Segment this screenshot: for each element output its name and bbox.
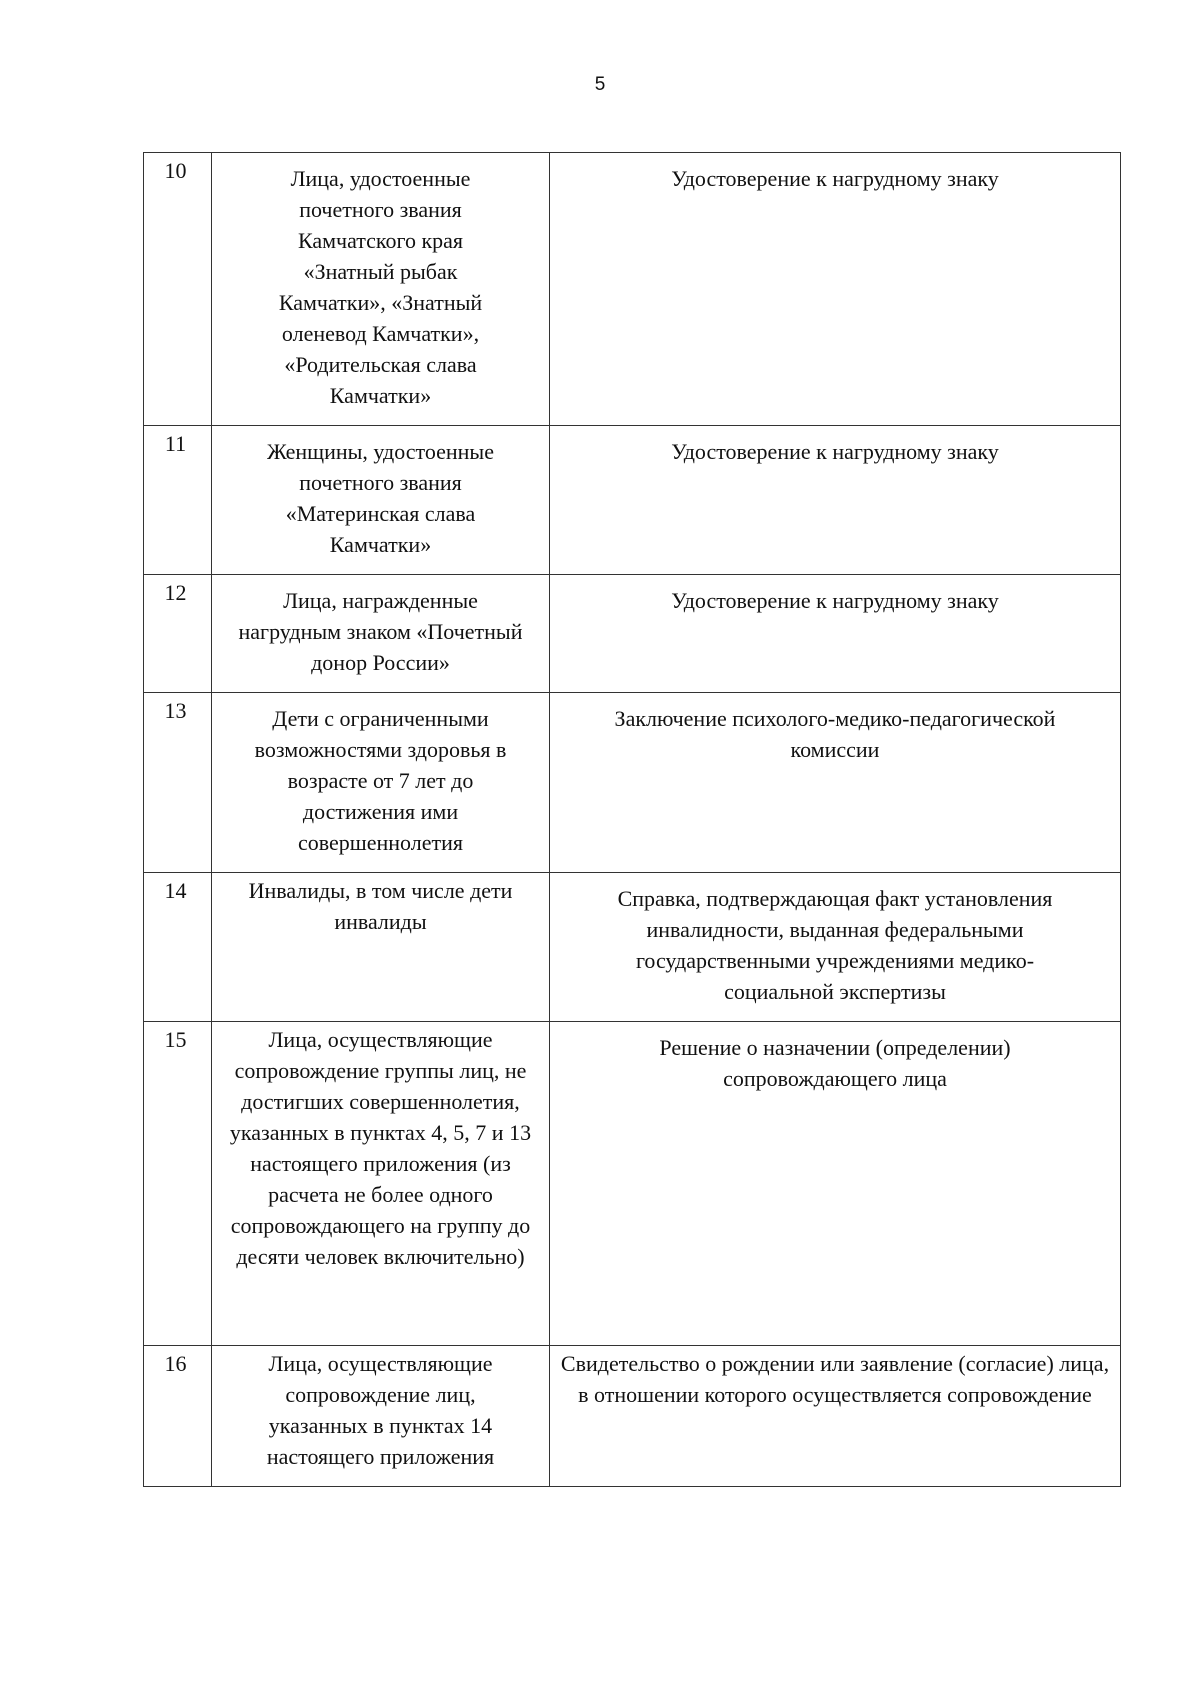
document-text: Удостоверение к нагрудному знаку: [671, 588, 999, 613]
document-text: Решение о назначении (определении) сопровождающего лица: [659, 1035, 1011, 1091]
row-number-cell: [144, 153, 212, 426]
category-cell: [212, 426, 550, 575]
document-cell: [550, 153, 1121, 426]
category-cell: [212, 693, 550, 873]
page-number: 5: [594, 74, 606, 95]
row-number: 12: [164, 580, 187, 605]
category-cell: [212, 1022, 550, 1346]
table-row: [144, 575, 1121, 693]
category-cell: [212, 575, 550, 693]
document-cell: [550, 693, 1121, 873]
row-number: 10: [164, 158, 187, 183]
row-number-cell: [144, 575, 212, 693]
document-cell: [550, 873, 1121, 1022]
category-cell: [212, 1346, 550, 1487]
row-number: 16: [164, 1351, 187, 1376]
row-number-cell: [144, 693, 212, 873]
document-text: Справка, подтверждающая факт установления инвалидности, выданная федеральными государственными учреждениями медико-социальной экспертизы: [617, 886, 1053, 1004]
table-row: [144, 1346, 1121, 1487]
category-text: Лица, удостоенные почетного звания Камчатского края «Знатный рыбак Камчатки», «Знатный оленевод Камчатки», «Родительская слава Камчатки»: [278, 166, 483, 408]
category-text: Дети с ограниченными возможностями здоровья в возрасте от 7 лет до достижения ими совершеннолетия: [254, 706, 507, 855]
document-text: Удостоверение к нагрудному знаку: [671, 166, 999, 191]
table-row: [144, 426, 1121, 575]
table-row: [144, 693, 1121, 873]
document-text: Свидетельство о рождении или заявление (согласие) лица, в отношении которого осуществляется сопровождение: [560, 1351, 1110, 1407]
row-number-cell: [144, 1022, 212, 1346]
row-number-cell: [144, 873, 212, 1022]
category-text: Лица, осуществляющие сопровождение лиц, указанных в пунктах 14 настоящего приложения: [266, 1351, 495, 1469]
row-number-cell: [144, 1346, 212, 1487]
table-row: [144, 153, 1121, 426]
category-cell: [212, 873, 550, 1022]
category-text: Женщины, удостоенные почетного звания «Материнская слава Камчатки»: [267, 439, 494, 557]
document-text: Заключение психолого-медико-педагогической комиссии: [614, 706, 1056, 762]
table-row: [144, 1022, 1121, 1346]
row-number-cell: [144, 426, 212, 575]
benefits-table: [143, 152, 1121, 1487]
document-text: Удостоверение к нагрудному знаку: [671, 439, 999, 464]
row-number: 15: [164, 1027, 187, 1052]
document-cell: [550, 575, 1121, 693]
document-cell: [550, 1346, 1121, 1487]
row-number: 13: [164, 698, 187, 723]
category-text: Инвалиды, в том числе дети инвалиды: [248, 878, 513, 934]
document-cell: [550, 1022, 1121, 1346]
document-cell: [550, 426, 1121, 575]
row-number: 11: [164, 431, 187, 456]
category-text: Лица, осуществляющие сопровождение группы лиц, не достигших совершеннолетия, указанных в пунктах 4, 5, 7 и 13 настоящего приложения (из расчета не более одного сопровождающего на группу до десяти человек включительно): [229, 1027, 532, 1269]
category-cell: [212, 153, 550, 426]
category-text: Лица, награжденные нагрудным знаком «Почетный донор России»: [238, 588, 523, 675]
row-number: 14: [164, 878, 187, 903]
table-row: [144, 873, 1121, 1022]
